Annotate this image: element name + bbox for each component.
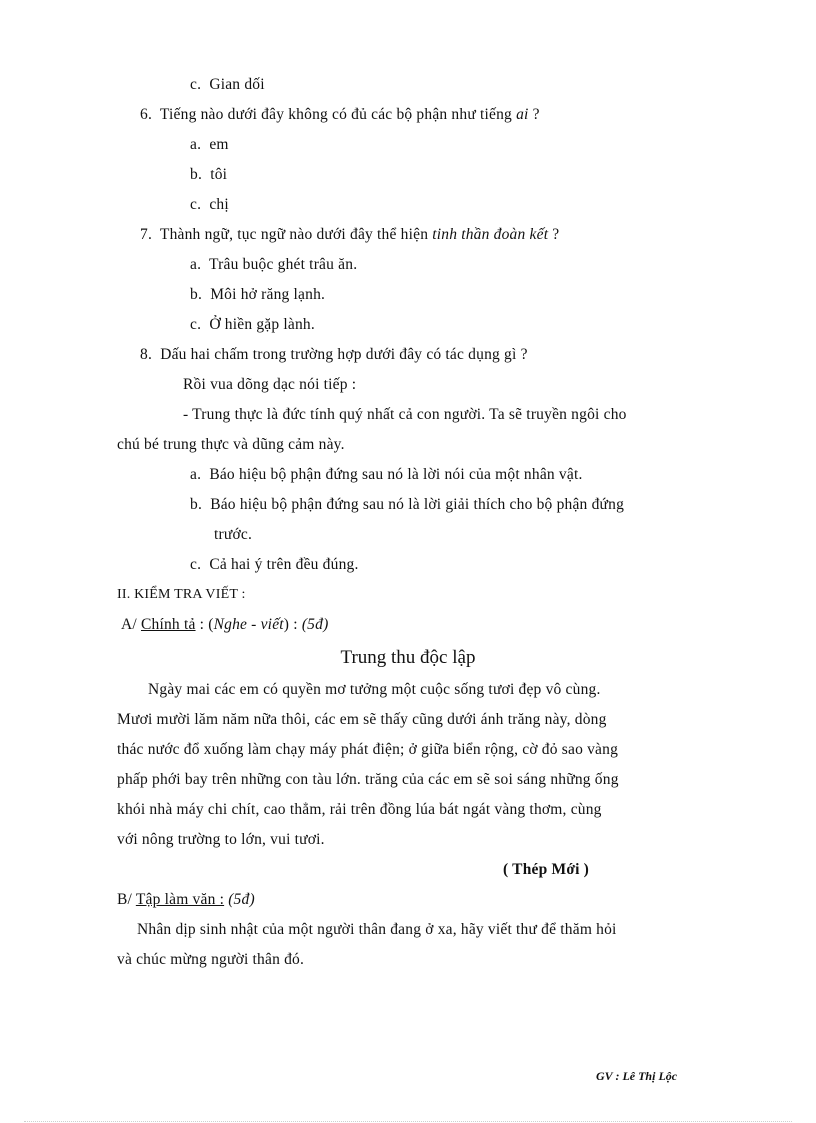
question-6: [140, 105, 540, 125]
option-text: Cả hai ý trên đều đúng.: [209, 556, 359, 573]
option-letter: b.: [190, 286, 203, 303]
question-text: Tiếng nào dưới đây không có đủ các bộ phận như tiếng: [159, 106, 512, 123]
question-7: [140, 225, 559, 245]
q8-option-b-continuation: trước.: [214, 526, 253, 543]
q7-option-a: [190, 255, 357, 275]
part-punct: : (: [195, 616, 214, 633]
question-tail: ?: [532, 106, 540, 123]
question-number: 7.: [140, 226, 153, 243]
prompt-line: và chúc mừng người thân đó.: [117, 951, 305, 968]
part-b-heading: [117, 890, 255, 910]
dictation-line: phấp phới bay trên những con tàu lớn. trăng của các em sẽ soi sáng những ống: [117, 771, 619, 788]
option-letter: b.: [190, 166, 203, 183]
part-punct: ) :: [283, 616, 302, 633]
option-letter: a.: [190, 256, 202, 273]
option-text: Trâu buộc ghét trâu ăn.: [209, 256, 358, 273]
teacher-signature: GV : Lê Thị Lộc: [596, 1069, 678, 1083]
option-letter: c.: [190, 556, 202, 573]
question-tail: ?: [552, 226, 560, 243]
dictation-line: với nông trường to lớn, vui tươi.: [117, 831, 325, 848]
part-prefix: A/: [121, 616, 137, 633]
quote-line: - Trung thực là đức tính quý nhất cả con người. Ta sẽ truyền ngôi cho: [183, 406, 627, 423]
option-text: Báo hiệu bộ phận đứng sau nó là lời nói của một nhân vật.: [209, 466, 583, 483]
option-text: em: [209, 136, 229, 153]
option-letter: b.: [190, 496, 203, 513]
dictation-title: Trung thu độc lập: [340, 647, 476, 668]
q6-option-a: [190, 135, 229, 155]
part-label: Chính tả: [140, 616, 196, 633]
q8-option-b: [190, 495, 624, 515]
page-edge-divider: [24, 1121, 792, 1122]
prompt-line: Nhân dịp sinh nhật của một người thân đang ở xa, hãy viết thư để thăm hỏi: [137, 921, 617, 938]
question-number: 8.: [140, 346, 153, 363]
question-emphasis: ai: [516, 106, 529, 123]
part-a-heading: [121, 615, 328, 635]
option-text: tôi: [210, 166, 228, 183]
q5-option-c: [190, 75, 265, 95]
dictation-line: thác nước đổ xuống làm chạy máy phát điện; ở giữa biển rộng, cờ đỏ sao vàng: [117, 741, 619, 758]
q7-option-c: [190, 315, 315, 335]
option-text: chị: [209, 196, 229, 213]
dictation-author: ( Thép Mới ): [503, 861, 590, 878]
option-text: Gian dối: [209, 76, 265, 93]
q8-option-c: [190, 555, 359, 575]
q7-option-b: [190, 285, 325, 305]
question-8: [140, 345, 528, 365]
option-letter: a.: [190, 466, 202, 483]
q6-option-b: [190, 165, 227, 185]
option-text: Môi hở răng lạnh.: [210, 286, 326, 303]
question-text: Dấu hai chấm trong trường hợp dưới đây có tác dụng gì ?: [160, 346, 528, 363]
quote-line: chú bé trung thực và dũng cảm này.: [117, 436, 345, 453]
part-prefix: B/: [117, 891, 133, 908]
option-text: Ở hiền gặp lành.: [209, 316, 315, 333]
q6-option-c: [190, 195, 229, 215]
part-label: Tập làm văn :: [135, 891, 225, 908]
dictation-line: Mươi mười lăm năm nữa thôi, các em sẽ thấy cũng dưới ánh trăng này, dòng: [117, 711, 607, 728]
part-points: (5đ): [301, 616, 329, 633]
option-letter: c.: [190, 76, 202, 93]
question-text: Thành ngữ, tục ngữ nào dưới đây thể hiện: [159, 226, 429, 243]
option-letter: c.: [190, 316, 202, 333]
option-text: Báo hiệu bộ phận đứng sau nó là lời giải thích cho bộ phận đứng: [210, 496, 625, 513]
option-letter: c.: [190, 196, 202, 213]
part-mode: Nghe - viết: [213, 616, 284, 633]
part-points: (5đ): [228, 891, 255, 908]
question-emphasis: tinh thần đoàn kết: [432, 226, 549, 243]
quote-intro: Rồi vua dõng dạc nói tiếp :: [183, 376, 357, 393]
dictation-line: Ngày mai các em có quyền mơ tưởng một cuộc sống tươi đẹp vô cùng.: [148, 681, 601, 698]
section-heading: II. KIỂM TRA VIẾT :: [117, 587, 246, 602]
q8-option-a: [190, 465, 583, 485]
dictation-line: khói nhà máy chi chít, cao thẳm, rải trên đồng lúa bát ngát vàng thơm, cùng: [117, 801, 602, 818]
question-number: 6.: [140, 106, 153, 123]
option-letter: a.: [190, 136, 202, 153]
